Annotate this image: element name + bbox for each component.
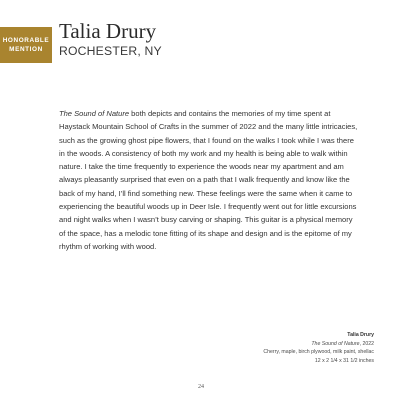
artist-name: Talia Drury [59,19,157,43]
caption-materials: Cherry, maple, birch plywood, milk paint, shellac [263,349,374,356]
caption-year: , 2022 [359,340,374,347]
statement-work-title: The Sound of Nature [59,109,130,118]
caption-title: The Sound of Nature [311,340,360,347]
artist-location: ROCHESTER, NY [59,44,162,58]
artwork-caption [263,331,374,365]
page-number: 24 [198,384,204,390]
caption-dimensions: 12 x 2 1/4 x 31 1/2 inches [314,357,374,364]
statement-body: both depicts and contains the memories of my time spent at Haystack Mountain School of Crafts in the summer of 2022 and the many little intricacies, such as the growing ghost pipe flowers, that I found on the walks I took while I was there in the woods. A consistency of both my work and my health is being able to walk within nature. I take the time frequently to experience the woods near my apartment and am always pleasantly surprised that even on a path that I walk frequently and know like the back of my hand, I’ll find something new. These feelings were the same when it came to experiencing the beautiful woods up in Deer Isle. I frequently went out for little excursions and night walks when I wasn’t busy carving or shaping. This guitar is a physical memory of the space, has a melodic tone fitting of its shape and design and is the epitome of my rhythm of working with wood. [59,109,358,251]
honorable-mention-badge [0,27,52,63]
badge-line-2: MENTION [9,46,43,53]
badge-line-1: HONORABLE [2,37,50,44]
caption-title-line [263,340,374,349]
artist-statement [59,107,359,253]
caption-artist: Talia Drury [347,332,374,338]
